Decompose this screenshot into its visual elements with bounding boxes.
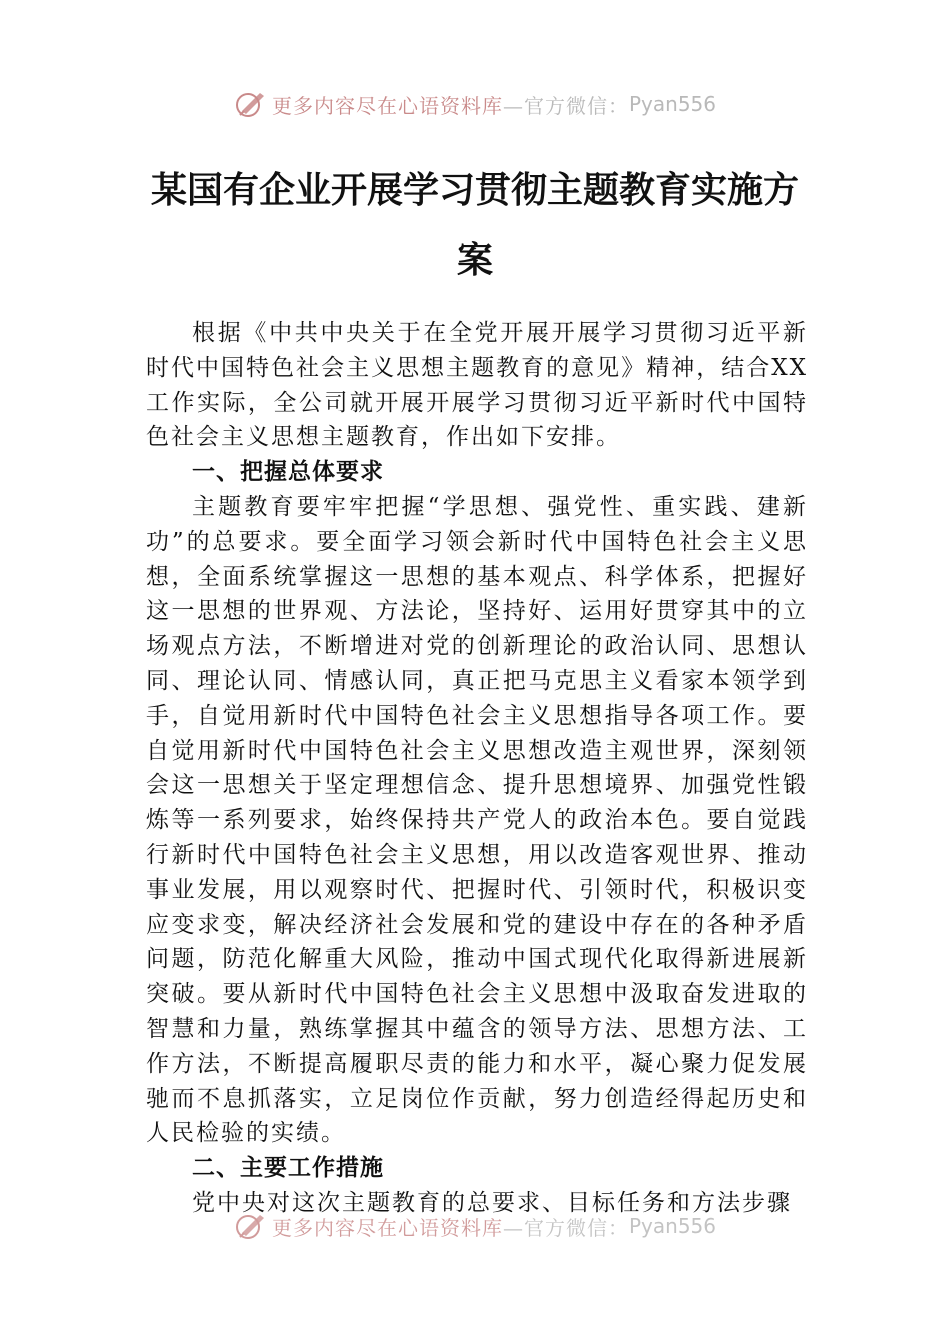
watermark-id: Pyan556 <box>628 92 716 116</box>
pen-logo-icon <box>234 1209 268 1243</box>
footer-watermark-id: Pyan556 <box>628 1214 716 1238</box>
section1-paragraph: 主题教育要牢牢把握“学思想、强党性、重实践、建新功”的总要求。要全面学习领会新时代中国特色社会主义思想，全面系统掌握这一思想的基本观点、科学体系，把握好这一思想的世界观、方法论，坚持好、运用好贯穿其中的立场观点方法，不断增进对党的创新理论的政治认同、思想认同、理论认同、情感认同，真正把马克思主义看家本领学到手，自觉用新时代中国特色社会主义思想指导各项工作。要自觉用新时代中国特色社会主义思想改造主观世界，深刻领会这一思想关于坚定理想信念、提升思想境界、加强党性锻炼等一系列要求，始终保持共产党人的政治本色。要自觉践行新时代中国特色社会主义思想，用以改造客观世界、推动事业发展，用以观察时代、把握时代、引领时代，积极识变应变求变，解决经济社会发展和党的建设中存在的各种矛盾问题，防范化解重大风险，推动中国式现代化取得新进展新突破。要从新时代中国特色社会主义思想中汲取奋发进取的智慧和力量，熟练掌握其中蕴含的领导方法、思想方法、工作方法，不断提高履职尽责的能力和水平，凝心聚力促发展驰而不息抓落实，立足岗位作贡献，努力创造经得起历史和人民检验的实绩。 <box>146 493 808 1147</box>
header-watermark <box>0 84 950 124</box>
footer-watermark-separator: —官方微信： <box>502 1215 629 1240</box>
pen-logo-icon <box>234 87 268 121</box>
watermark-separator: —官方微信： <box>502 93 629 118</box>
document-title-line1: 某国有企业开展学习贯彻主题教育实施方 <box>150 169 799 211</box>
document-title-line2: 案 <box>456 239 493 281</box>
section2-heading: 二、主要工作措施 <box>192 1155 384 1182</box>
section2-paragraph: 党中央对这次主题教育的总要求、目标任务和方法步骤 <box>192 1189 792 1216</box>
watermark-text: 更多内容尽在心语资料库 <box>271 93 503 118</box>
section1-heading: 一、把握总体要求 <box>192 459 384 486</box>
document-body <box>146 316 808 1221</box>
footer-watermark-text: 更多内容尽在心语资料库 <box>271 1215 503 1240</box>
intro-paragraph: 根据《中共中央关于在全党开展开展学习贯彻习近平新时代中国特色社会主义思想主题教育的意见》精神，结合XX工作实际，全公司就开展开展学习贯彻习近平新时代中国特色社会主义思想主题教育，作出如下安排。 <box>146 320 808 451</box>
footer-watermark <box>0 1206 950 1246</box>
